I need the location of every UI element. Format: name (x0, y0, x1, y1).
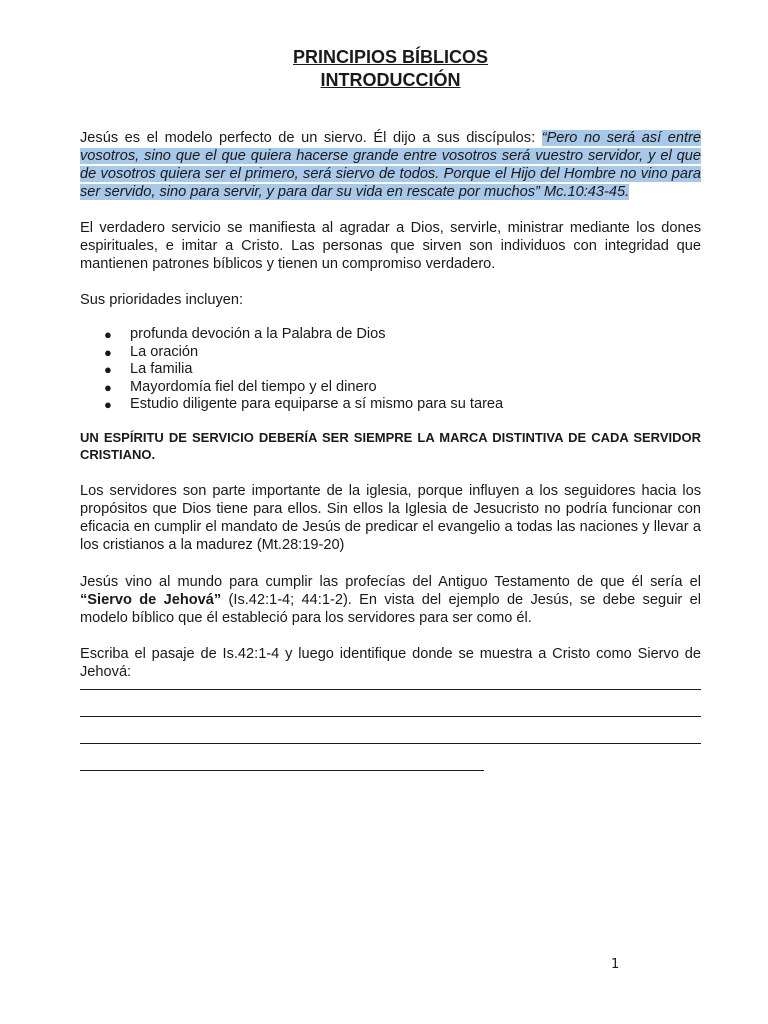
answer-line[interactable] (80, 690, 701, 717)
siervo-de-jehova-bold: “Siervo de Jehová” (80, 591, 222, 608)
service-spirit-headline: UN ESPÍRITU DE SERVICIO DEBERÍA SER SIEMPRE LA MARCA DISTINTIVA DE CADA SERVIDOR CRISTIANO. (80, 429, 701, 462)
answer-line[interactable] (80, 681, 701, 690)
bullet-icon: ● (104, 327, 112, 342)
bullet-icon: ● (104, 344, 112, 360)
document-page (80, 46, 701, 771)
intro-paragraph (80, 129, 701, 201)
answer-line[interactable] (80, 717, 701, 744)
intro-lead: Jesús es el modelo perfecto de un siervo. Él dijo a sus discípulos: (80, 130, 542, 146)
servants-paragraph: Los servidores son parte importante de la iglesia, porque influyen a los seguidores hacia los propósitos que Dios tiene para ellos. Sin ellos la Iglesia de Jesucristo no podría funcionar con eficacia en cumplir el mandato de Jesús de predicar el evangelio a todas las naciones y llevar a los cristianos a la madurez (Mt.28:19-20) (80, 482, 701, 553)
bullet-icon: ● (104, 397, 112, 413)
list-item: ● profunda devoción a la Palabra de Dios (104, 326, 386, 342)
list-item: ● La familia (104, 361, 193, 378)
bullet-icon: ● (104, 362, 112, 378)
bullet-icon: ● (104, 379, 112, 395)
title-line-1: PRINCIPIOS BÍBLICOS (292, 47, 489, 67)
title-line-2: INTRODUCCIÓN (320, 70, 461, 90)
list-item: ● Estudio diligente para equiparse a sí mismo para su tarea (104, 396, 504, 413)
priorities-list (80, 326, 701, 414)
exercise-prompt: Escriba el pasaje de Is.42:1-4 y luego identifique donde se muestra a Cristo como Siervo de Jehová: (80, 645, 701, 680)
highlighted-quote: “Pero no será así entre vosotros, sino que el que quiera hacerse grande entre vosotros será vuestro servidor, y el que de vosotros quiera ser el primero, será siervo de todos. Porque el Hijo del Hombre no vino para ser servido, sino para servir, y para dar su vida en rescate por muchos” Mc.10:43-45. (80, 130, 701, 200)
answer-lines (80, 681, 701, 771)
document-title (80, 46, 701, 92)
service-paragraph: El verdadero servicio se manifiesta al agradar a Dios, servirle, ministrar mediante los dones espirituales, e imitar a Cristo. Las personas que sirven son individuos con integridad que mantienen patrones bíblicos y tienen un compromiso verdadero. (80, 220, 701, 272)
page-number: 1 (611, 957, 620, 972)
list-item: ● La oración (104, 343, 199, 360)
answer-line[interactable] (80, 744, 484, 771)
list-item: ● Mayordomía fiel del tiempo y el dinero (104, 378, 377, 395)
priorities-intro: Sus prioridades incluyen: (80, 292, 244, 308)
prophecy-paragraph: Jesús vino al mundo para cumplir las profecías del Antiguo Testamento de que él sería el “Siervo de Jehová” (Is.42:1-4; 44:1-2). En vista del ejemplo de Jesús, se debe seguir el modelo bíblico que él estableció para los servidores para ser como él. (80, 573, 701, 626)
